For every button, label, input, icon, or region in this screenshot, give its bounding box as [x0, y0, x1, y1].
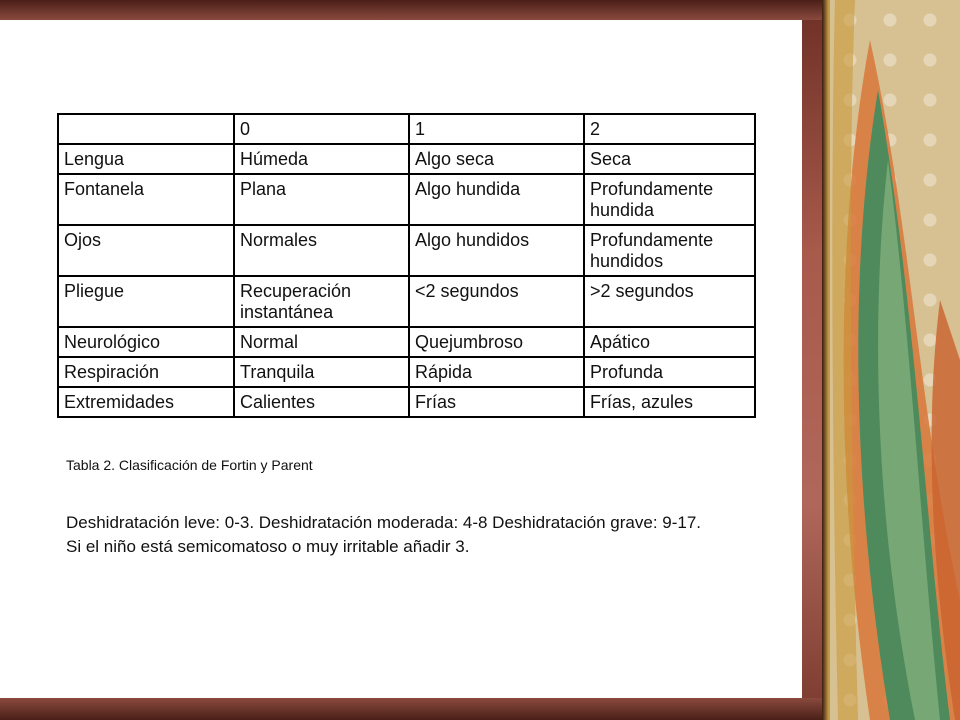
table-cell: Lengua [58, 144, 234, 174]
table-cell: Apático [584, 327, 755, 357]
table-row [58, 387, 755, 417]
dehydration-notes [66, 511, 701, 559]
table-row [58, 357, 755, 387]
frame-top-border [0, 0, 830, 20]
table-cell: Extremidades [58, 387, 234, 417]
table-caption: Tabla 2. Clasificación de Fortin y Parent [66, 457, 313, 473]
table-cell: Fontanela [58, 174, 234, 225]
table-row [58, 276, 755, 327]
table-cell: Algo hundida [409, 174, 584, 225]
table-cell: Normal [234, 327, 409, 357]
table-cell: Recuperación instantánea [234, 276, 409, 327]
table-cell: Seca [584, 144, 755, 174]
table-header-cell: 2 [584, 114, 755, 144]
table-row [58, 174, 755, 225]
table-row [58, 225, 755, 276]
table-cell: Tranquila [234, 357, 409, 387]
table-header-cell [58, 114, 234, 144]
table-cell: Húmeda [234, 144, 409, 174]
table-cell: Pliegue [58, 276, 234, 327]
table-cell: Rápida [409, 357, 584, 387]
table-cell: Profundamente hundidos [584, 225, 755, 276]
table-cell: Normales [234, 225, 409, 276]
table-cell: Algo seca [409, 144, 584, 174]
dehydration-scale-note: Deshidratación leve: 0-3. Deshidratación moderada: 4-8 Deshidratación grave: 9-17. [66, 513, 702, 532]
irritability-note: Si el niño está semicomatoso o muy irritable añadir 3. [66, 537, 470, 556]
frame-bottom-border [0, 698, 830, 720]
table-cell: Algo hundidos [409, 225, 584, 276]
floral-pattern-decoration [830, 0, 960, 720]
table-header-cell: 0 [234, 114, 409, 144]
table-cell: Neurológico [58, 327, 234, 357]
fortin-parent-table [57, 113, 756, 418]
table-row [58, 327, 755, 357]
table-header-row [58, 114, 755, 144]
table-cell: Quejumbroso [409, 327, 584, 357]
table-cell: Respiración [58, 357, 234, 387]
table-cell: Ojos [58, 225, 234, 276]
table-cell: <2 segundos [409, 276, 584, 327]
leaf-decoration-icon [830, 0, 960, 720]
table-cell: >2 segundos [584, 276, 755, 327]
table-cell: Frías, azules [584, 387, 755, 417]
table-row [58, 144, 755, 174]
table-cell: Profunda [584, 357, 755, 387]
table-cell: Calientes [234, 387, 409, 417]
table-cell: Plana [234, 174, 409, 225]
table-cell: Frías [409, 387, 584, 417]
table-cell: Profundamente hundida [584, 174, 755, 225]
table-header-cell: 1 [409, 114, 584, 144]
